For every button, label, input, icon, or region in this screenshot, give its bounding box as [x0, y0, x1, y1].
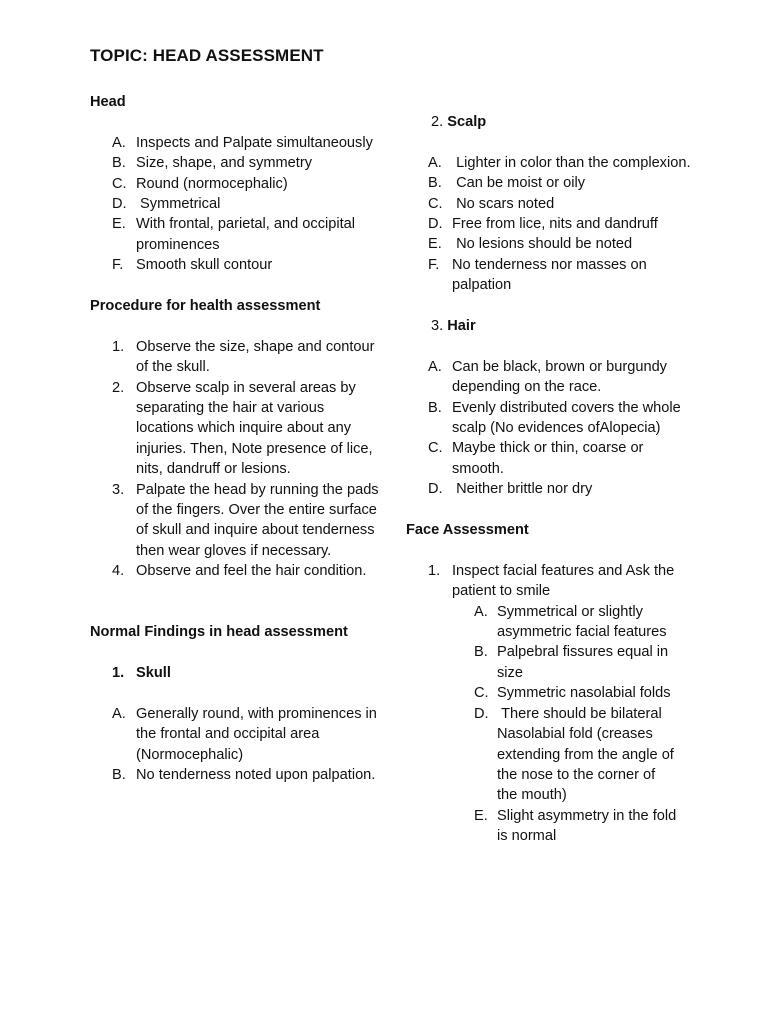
list-item: B. Size, shape, and symmetry	[112, 155, 313, 172]
list-item: B. Can be moist or oily	[428, 175, 586, 192]
hair-list	[406, 357, 696, 500]
list-item: E. No lesions should be noted	[428, 236, 633, 253]
right-column	[406, 112, 696, 847]
list-item: C. Symmetric nasolabial folds	[474, 685, 671, 702]
list-item: E. With frontal, parietal, and occipital prominences	[112, 216, 356, 253]
list-item: B. Evenly distributed covers the whole scalp (No evidences ofAlopecia)	[428, 399, 681, 437]
scalp-list	[406, 153, 696, 296]
scalp-heading: 2. Scalp	[431, 114, 487, 130]
list-item: C. Round (normocephalic)	[112, 175, 288, 192]
face-assessment-heading: Face Assessment	[406, 522, 529, 539]
face-sublist	[406, 602, 696, 847]
list-item: A. Symmetrical or slightly asymmetric facial features	[474, 603, 667, 641]
list-item: F. Smooth skull contour	[112, 257, 273, 274]
list-item: 3. Palpate the head by running the pads of the fingers. Over the entire surface of skull and inquire about tenderness then wear gloves if necessary.	[112, 481, 379, 559]
list-item: 4. Observe and feel the hair condition.	[112, 563, 367, 580]
head-list	[90, 133, 380, 276]
list-item: A. Inspects and Palpate simultaneously	[112, 134, 373, 151]
head-heading: Head	[90, 94, 126, 110]
list-item: A. Can be black, brown or burgundy depending on the race.	[428, 358, 667, 396]
list-item: D. Free from lice, nits and dandruff	[428, 216, 658, 233]
hair-heading: 3. Hair	[431, 318, 476, 335]
list-item: C. Maybe thick or thin, coarse or smooth.	[428, 440, 644, 477]
page-title: TOPIC: HEAD ASSESSMENT	[90, 46, 324, 65]
list-item: A. Generally round, with prominences in the frontal and occipital area (Normocephalic)	[112, 706, 377, 763]
list-item: D. Symmetrical	[112, 196, 221, 213]
list-item: 1. Observe the size, shape and contour of the skull.	[112, 338, 375, 376]
procedure-list	[90, 337, 380, 582]
list-item: C. No scars noted	[428, 195, 555, 212]
face-list	[406, 561, 696, 602]
skull-heading: 1. Skull	[112, 665, 171, 682]
skull-list	[90, 704, 380, 786]
list-item: 2. Observe scalp in several areas by separating the hair at various locations which inquire about any injuries. Then, Note presence of lice, nits, dandruff or lesions.	[112, 379, 373, 478]
normal-findings-heading: Normal Findings in head assessment	[90, 624, 348, 641]
list-item: A. Lighter in color than the complexion.	[428, 154, 691, 171]
list-item: B. Palpebral fissures equal in size	[474, 644, 669, 681]
list-item: E. Slight asymmetry in the fold is normal	[474, 807, 677, 845]
left-column	[90, 92, 380, 786]
procedure-heading: Procedure for health assessment	[90, 298, 321, 315]
list-item: D. Neither brittle nor dry	[428, 481, 593, 498]
list-item: D. There should be bilateral Nasolabial fold (creases extending from the angle of the nose to the corner of the mouth)	[474, 705, 678, 804]
list-item: F. No tenderness nor masses on palpation	[428, 256, 647, 294]
list-item: 1. Inspect facial features and Ask the patient to smile	[428, 562, 675, 600]
list-item: B. No tenderness noted upon palpation.	[112, 767, 376, 784]
